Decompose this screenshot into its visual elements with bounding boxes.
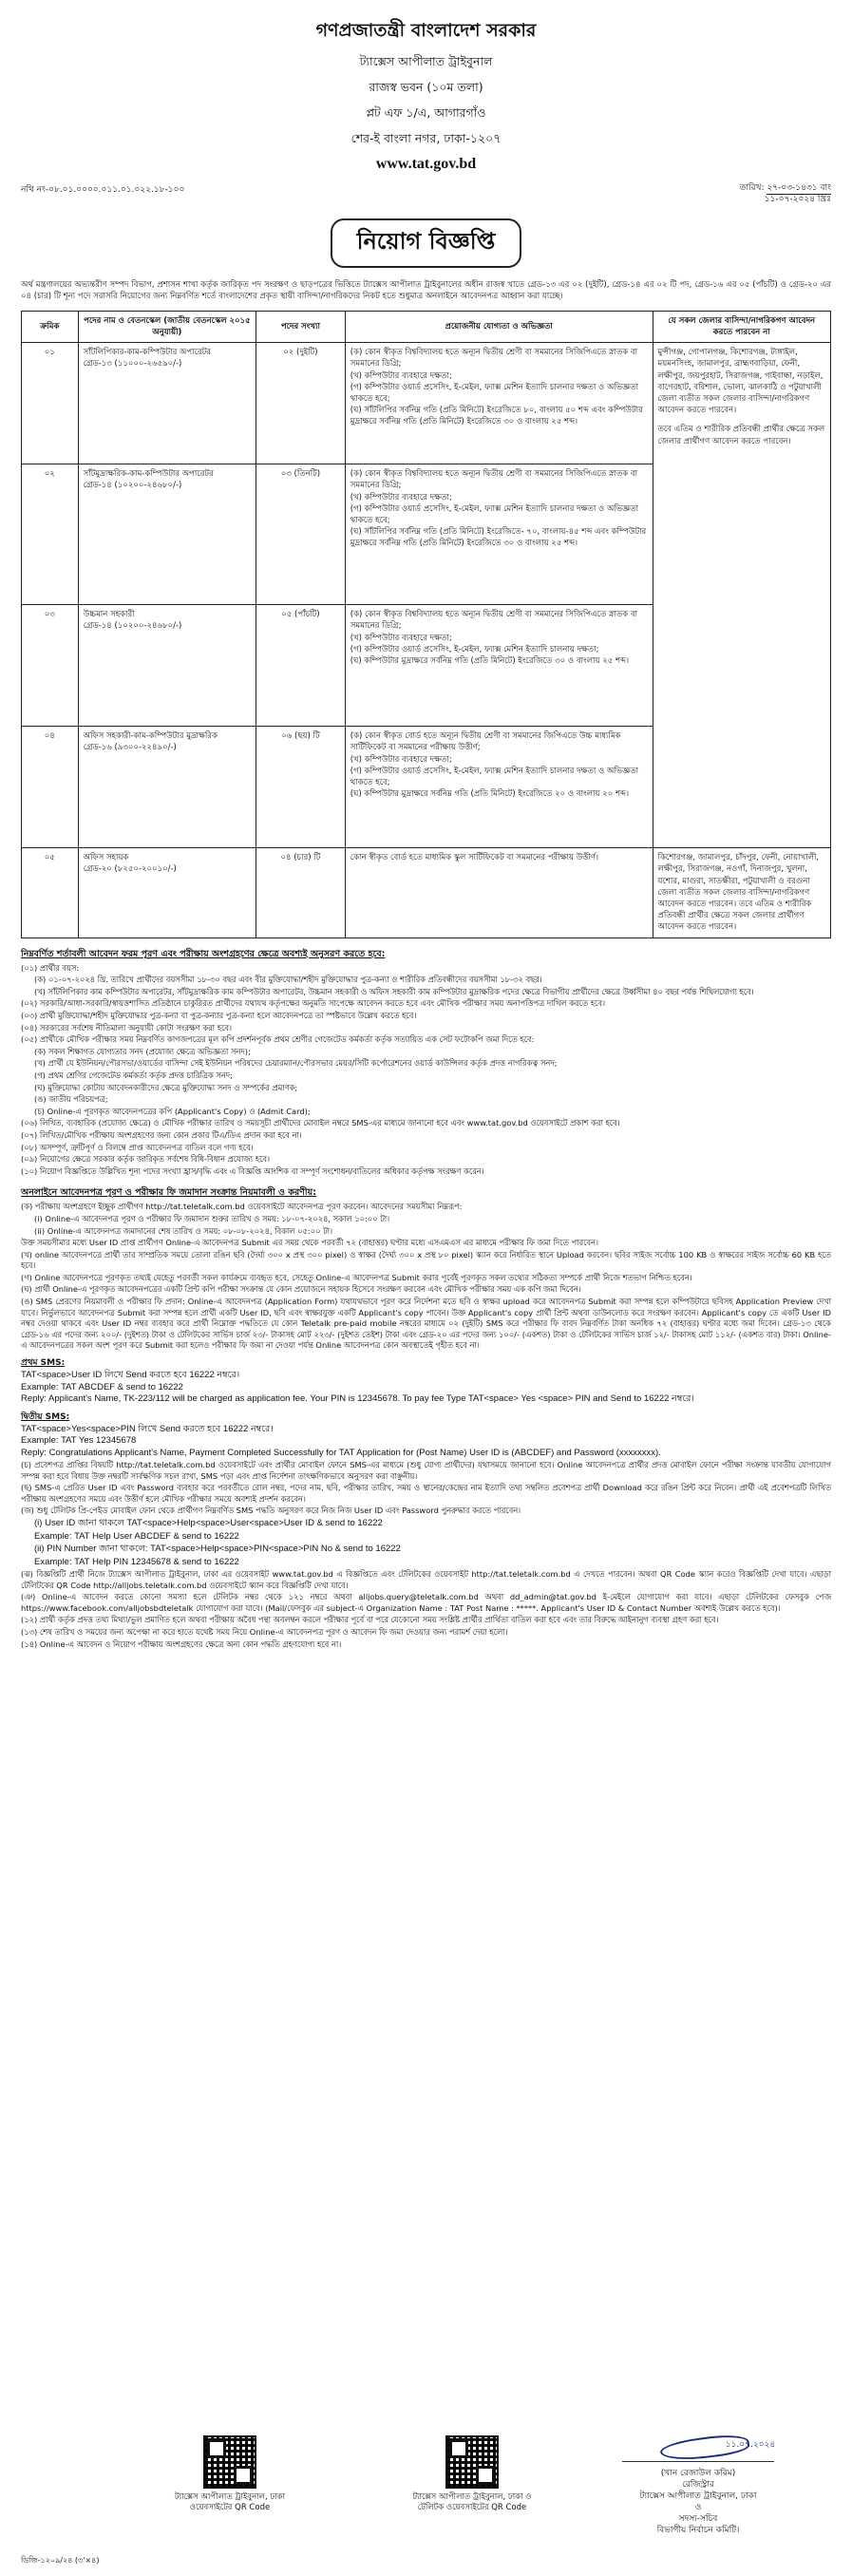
row-requirements [345, 848, 653, 938]
signer-role-2: সদস্য-সচিব [678, 2514, 718, 2524]
row-count: ০৩ (তিনটি) [256, 464, 346, 605]
qr1-label: ট্যাক্সেস আপীলাত ট্রাইবুনাল, ঢাকা [174, 2492, 286, 2502]
sms1-example: Example: TAT ABCDEF & send to 16222 [21, 1381, 183, 1392]
condition-item: (০৫) প্রার্থীকে মৌখিক পরীক্ষার সময় নিম্নবর্ণিত কাগজপত্রের মূল কপি প্রদর্শনপূর্বক প্রথম শ্রেণীর গেজেটেড কর্মকর্তা কর্তৃক সত্যায়িত এক সেট ফটোকপি জমা দিতে হবে: [21, 1034, 535, 1045]
row-requirements [345, 605, 653, 727]
requirement-item: কোন স্বীকৃত বোর্ড হতে মাধ্যমিক স্কুল সার্টিফিকেট বা সমমানের পরীক্ষায় উত্তীর্ণ। [350, 853, 598, 863]
condition-item: (০২) সরকারি/আধা-সরকারি/স্বায়ত্তশাসিত প্রতিষ্ঠানে চাকুরিরত প্রার্থীদের যথাযথ কর্তৃপক্ষের অনুমতি সাপেক্ষে আবেদন করতে হবে এবং মৌখিক পরীক্ষার সময় অনাপত্তিপত্র দাখিল করতে হবে। [21, 998, 605, 1009]
qr-code-icon[interactable] [203, 2435, 256, 2489]
row-post [78, 343, 256, 464]
after-sms-rules [21, 1460, 831, 1650]
row-requirements [345, 343, 653, 464]
post-name: অফিস সহকারী-কাম-কম্পিউটার মুদ্রাক্ষরিক [83, 731, 218, 742]
post-grade: গ্রেড-১৪ (১০২০০-২৪৬৮০/-) [83, 621, 182, 632]
condition-item: (১০) নিয়োগ বিজ্ঞপ্তিতে উল্লিখিত শূন্য পদের সংখ্যা হ্রাস/বৃদ্ধি এবং এ বিজ্ঞপ্তি আংশিক বা সম্পূর্ণ সংশোধন/বাতিলের অধিকার কর্তৃপক্ষ সংরক্ষণ করেন। [21, 1165, 484, 1176]
condition-item: (০৩) প্রার্থী মুক্তিযোদ্ধা/শহীদ মুক্তিযোদ্ধার পুত্র-কন্যা বা পুত্র-কন্যার পুত্র-কন্যা হলে আবেদনপত্রে তা স্পষ্টভাবে উল্লেখ করতে হবে। [21, 1011, 417, 1021]
post-grade: গ্রেড-১৬ (৯৩০০-২২৪৯০/-) [83, 743, 177, 753]
row-post [78, 605, 256, 727]
sms2-reply: Reply: Congratulations Applicant's Name, Payment Completed Successfully for TAT Application for (Post Name) User ID is (ABCDEF) and Password (xxxxxxxx). [21, 1447, 661, 1458]
header-serial: ক্রমিক [22, 311, 79, 342]
signer-title: রেজিস্ট্রার [682, 2480, 714, 2490]
requirement-item: (গ) কম্পিউটার ওয়ার্ড প্রসেসিং, ই-মেইল, ফ্যাক্স মেশিন ইত্যাদি চালনায় দক্ষতা; [350, 644, 599, 654]
letterhead [21, 17, 831, 173]
sms1-block [21, 1370, 831, 1406]
memo-dates [740, 182, 831, 205]
date-label: তারিখ: [739, 183, 765, 193]
online-item: উক্ত সময়সীমার মধ্যে User ID প্রাপ্ত প্রার্থীগণ Online-এ আবেদনপত্র Submit এর সময় থেকে পরবর্তী ৭২ (বাহাত্তর) ঘণ্টার মধ্যে এসএমএস এর মাধ্যমে পরীক্ষার ফি জমা দিতে পারবেন। [21, 1238, 598, 1248]
condition-item: (০৬) লিখিত, ব্যবহারিক (প্রযোজ্য ক্ষেত্রে) ও মৌখিক পরীক্ষার তারিখ ও সময়সূচী প্রার্থীদের মোবাইল নম্বরে SMS-এর মাধ্যমে জানানো হবে এবং www.tat.gov.bd ওয়েবসাইটে প্রকাশ করা হবে। [21, 1118, 620, 1128]
row-serial: ০৪ [22, 727, 79, 848]
requirement-item: (ক) কোন স্বীকৃত বোর্ড হতে অন্যূন দ্বিতীয় শ্রেণী বা সমমানের জিপিএতে উচ্চ মাধ্যমিক সার্টিফিকেট বা সমমানের পরীক্ষায় উত্তীর্ণ; [350, 731, 621, 753]
qr2-label: ট্যাক্সেস আপীলাত ট্রাইবুনাল, ঢাকা ও [412, 2492, 532, 2502]
districts-text: মুন্সীগঞ্জ, গোপালগঞ্জ, কিশোরগঞ্জ, টাঙ্গাইল, ময়মনসিংহ, জামালপুর, ব্রাহ্মণবাড়িয়া, ফেনী, লক্ষীপুর, জয়পুরহাট, সিরাজগঞ্জ, গাইবান্ধা, নড়াইল, বাগেরহাট, বরিশাল, ভোলা, ঝালকাঠি ও পটুয়াখালী জেলা ব্যতীত সকল জেলার বাসিন্দা/নাগরিকগণ আবেদন করতে পারবেন। [657, 348, 824, 416]
requirement-item: (ক) কোন স্বীকৃত বিশ্ববিদ্যালয় হতে অন্যূন দ্বিতীয় শ্রেণী বা সমমানের সিজিপিএতে স্নাতক বা সমমানের ডিগ্রি; [350, 610, 638, 632]
notice-title [21, 218, 831, 268]
rule-item: Example: TAT Help PIN 12345678 & send to 16222 [34, 1556, 239, 1567]
sms2-label: দ্বিতীয় SMS: [21, 1411, 70, 1422]
date-bangla: ২৭-০৩-১৪৩১ বাং [767, 183, 831, 193]
rule-item: (১৪) Online-এ আবেদন ও নিয়োগ পরীক্ষায় অংশগ্রহণের ক্ষেত্রে অন্য কোন পদ্ধতি গ্রহণযোগ্য হবে না। [21, 1638, 342, 1649]
sms1-instruction: TAT<space>User ID লিখে Send করতে হবে 16222 নম্বরে। [21, 1370, 240, 1381]
post-grade: গ্রেড-২০ (৮২৫০-২০০১০/-) [83, 864, 177, 875]
area-address: শের-ই বাংলা নগর, ঢাকা-১২০৭ [350, 131, 502, 145]
requirement-item: (ঘ) কম্পিউটার মুদ্রাক্ষরে সর্বনিম্ন গতি (প্রতি মিনিটে) ইংরেজিতে ২০ ও বাংলায় ২০ শব্দ। [350, 789, 629, 800]
post-name: উচ্চমান সহকারী [83, 610, 135, 620]
condition-item: (০৮) অসম্পূর্ণ, ত্রুটিপূর্ণ ও বিলম্বে প্রাপ্ত আবেদনপত্র বাতিল বলে গণ্য হবে। [21, 1142, 254, 1152]
condition-item: (গ) প্রথম শ্রেণির গেজেটেড কর্মকর্তা কর্তৃক প্রদত্ত চারিত্রিক সনদ; [34, 1070, 233, 1080]
requirement-item: (ঘ) কম্পিউটার মুদ্রাক্ষরে সর্বনিম্ন গতি (প্রতি মিনিটে) ইংরেজিতে ৩০ ও বাংলায় ২৫ শব্দ। [350, 656, 629, 667]
signer-name: (খান রেজাউল করিম) [660, 2469, 736, 2478]
sms2-instruction: TAT<space>Yes<space>PIN লিখে Send করতে হবে 16222 নম্বরে। [21, 1423, 274, 1434]
condition-item: (খ) সাঁটলিপিকার কাম কম্পিউটার অপারেটর, সাঁটমুদ্রাক্ষরিক কাম কম্পিউটার অপারেটর, উচ্চমান সহকারী ও অফিস সহকারী কাম কম্পিউটার মুদ্রাক্ষরিক পদের ক্ষেত্রে বিভাগীয় প্রার্থীদের ক্ষেত্রে উর্ধ্বসীমা ৪০ বছর পর্যন্ত শিথিলযোগ্য হবে। [34, 986, 754, 996]
signature-date: ১১.০৭.২০২৪ [725, 2440, 776, 2450]
building-name: রাজস্ব ভবন (১০ম তলা) [369, 80, 483, 94]
requirement-item: (ক) কোন স্বীকৃত বিশ্ববিদ্যালয় হতে অন্যূন দ্বিতীয় শ্রেণী বা সমমানের সিজিপিএতে স্নাতক বা সমমানের ডিগ্রি; [350, 348, 638, 369]
rule-item: (i) User ID জানা থাকলে TAT<space>Help<space>User<space>User ID & send to 16222 [34, 1518, 383, 1529]
condition-item: (০৪) সরকারের সর্বশেষ নীতিমালা অনুযায়ী কোটা সংরক্ষণ করা হবে। [21, 1022, 233, 1032]
office-name: ট্যাক্সেস আপীলাত ট্রাইবুনাল [359, 54, 493, 68]
requirement-item: (ঘ) সাঁটলিপির সর্বনিম্ন গতি (প্রতি মিনিটে) ইংরেজিতে ৮০, বাংলায় ৫০ শব্দ এবং কম্পিউটার মুদ্রাক্ষরে সর্বনিম্ন গতি (প্রতি মিনিটে) ইংরেজিতে ৩০ ও বাংলায় ২৫ শব্দ। [350, 406, 643, 427]
rule-item: (ii) PIN Number জানা থাকলে: TAT<space>Help<space>PIN<space>PIN No & send to 16222 [34, 1544, 401, 1555]
conditions-title: নিম্নবর্ণিত শর্তাবলী আবেদন ফরম পূরণ এবং পরীক্ষায় অংশগ্রহণের ক্ষেত্রে অবশ্যই অনুসরণ করতে হবে: [21, 948, 386, 959]
online-item: (গ) Online আবেদনপত্রে পূরণকৃত তথ্যই যেহেতু পরবর্তী সকল কার্যক্রমে ব্যবহৃত হবে, সেহেতু Online-এ আবেদনপত্র Submit করার পূর্বেই পূরণকৃত সকল তথ্যের সঠিকতা সম্পর্কে প্রার্থী নিজে শতভাগ নিশ্চিত হবেন। [21, 1272, 692, 1282]
table-row [22, 343, 831, 464]
header-count: পদের সংখ্যা [256, 311, 346, 342]
condition-item: (০১) প্রার্থীর বয়স: [21, 962, 80, 973]
row-serial: ০২ [22, 464, 79, 605]
requirement-item: (খ) কম্পিউটার ব্যবহারে দক্ষতা; [350, 633, 452, 643]
condition-item: (০৭) লিখিত/মৌখিক পরীক্ষায় অংশগ্রহণের জন্য কোন প্রকার টিএ/ডিএ প্রদান করা হবে না। [21, 1129, 302, 1140]
online-item: (ঘ) প্রার্থী Online-এ পূরণকৃত আবেদনপত্রের একটি প্রিন্ট কপি পরীক্ষা সংক্রান্ত যে কোন প্রয়োজনে সহায়ক হিসেবে সংরক্ষণ করবেন এবং মৌখিক পরীক্ষার সময় এক কপি জমা দিবেন। [21, 1284, 581, 1295]
condition-item: (খ) প্রার্থী যে ইউনিয়ন/পৌরসভা/ওয়ার্ডের বাসিন্দা সেই ইউনিয়ন পরিষদের চেয়ারম্যান/পৌরসভার মেয়র/সিটি কর্পোরেশনের ওয়ার্ড কাউন্সিলর কর্তৃক প্রদত্ত নাগরিকত্ব সনদ; [34, 1058, 558, 1069]
rule-item: (১২) প্রার্থী কর্তৃক প্রদত্ত তথ্য মিথ্যা/ভুল প্রমাণিত হলে অথবা পরীক্ষায় অবৈধ পন্থা অবলম্বন করলে পরীক্ষার পূর্বে বা পরে যেকোনো সময় সংশ্লিষ্ট প্রার্থীর প্রার্থিতা বাতিল করা হবে এবং তার বিরুদ্ধে আইনানুগ ব্যবস্থা গ্রহণ করা হবে। [21, 1615, 719, 1625]
row-count: ০৫ (পাঁচটি) [256, 605, 346, 727]
post-grade: গ্রেড-১৩ (১১০০০-২৬৫৯০/-) [83, 359, 182, 369]
tat-qr-block [154, 2435, 306, 2513]
row-requirements [345, 464, 653, 605]
header-post: পদের নাম ও বেতনস্কেল (জাতীয় বেতনস্কেল ২০১৫ অনুযায়ী) [78, 311, 256, 342]
signer-office: ট্যাক্সেস আপীলাত ট্রাইবুনাল, ঢাকা [639, 2491, 757, 2501]
requirement-item: (খ) কম্পিউটার ব্যবহারে দক্ষতা; [350, 754, 452, 765]
plot-address: প্লট এফ ১/এ, আগারগাঁও [366, 105, 486, 120]
row-count: ০৪ (চার) টি [256, 848, 346, 938]
signature-block [603, 2430, 793, 2536]
table-header-row [22, 311, 831, 342]
condition-item: (চ) Online-এ পূরণকৃত আবেদনপত্রের কপি (Applicant's Copy) ও (Admit Card); [34, 1106, 311, 1116]
qr-code-icon[interactable] [445, 2435, 499, 2489]
rule-item: (ছ) SMS-এ প্রেরিত User ID এবং Password ব্যবহার করে পরবর্তীতে রোল নম্বর, পদের নাম, ছবি, পরীক্ষার তারিখ, সময় ও স্থানের/কেন্দ্রের নাম ইত্যাদি তথ্য সম্বলিত প্রবেশপত্র প্রার্থী Download করে রঙিন প্রিন্ট করে নিবেন। প্রার্থী এই প্রবেশপত্রটি লিখিত পরীক্ষায় অংশগ্রহণের সময়ে এবং উত্তীর্ণ হলে মৌখিক পরীক্ষার সময়ে অবশ্যই প্রদর্শন করবেন। [21, 1483, 831, 1504]
printer-code: ডিজি-১২০৯/২৪ (৩'×৪) [21, 2556, 100, 2565]
condition-item: (ক) সকল শিক্ষাগত যোগ্যতার সনদ (প্রযোজ্য ক্ষেত্রে অভিজ্ঞতা সনদ); [34, 1046, 251, 1056]
header-districts: যে সকল জেলার বাসিন্দা/নাগরিকগণ আবেদন করতে পারবেন না [653, 311, 830, 342]
notice-title-text: নিয়োগ বিজ্ঞপ্তি [331, 218, 522, 268]
districts-text: কিশোরগঞ্জ, জামালপুর, চাঁদপুর, ফেনী, নোয়াখালী, লক্ষীপুর, সিরাজগঞ্জ, নওগাঁ, দিনাজপুর, খুলনা, যশোর, মাগুরা, সাতক্ষীরা, পটুয়াখালী ও বরগুনা জেলা ব্যতীত সকল জেলার বাসিন্দা/নাগরিকগণ আবেদন করতে পারবেন। তবে এতিম ও শারীরিক প্রতিবন্ধী প্রার্থীর ক্ষেত্রে সকল জেলার প্রার্থীগণ আবেদন করতে পারবেন। [657, 853, 820, 933]
row-count: ০৬ (ছয়) টি [256, 727, 346, 848]
online-title: অনলাইনে আবেদনপত্র পূরণ ও পরীক্ষার ফি জমাদান সংক্রান্ত নিয়মাবলী ও করণীয়: [21, 1187, 317, 1199]
conditions-list [21, 963, 831, 1178]
row-districts [653, 848, 830, 938]
row-serial: ০৩ [22, 605, 79, 727]
table-row [22, 848, 831, 938]
teletalk-qr-block [391, 2435, 553, 2513]
rule-item: (চ) প্রবেশপত্র প্রাপ্তির বিষয়টি http://tat.teletalk.com.bd ওয়েবসাইটে এবং প্রার্থীর মোবাইল ফোনে SMS-এর মাধ্যমে (শুধু যোগ্য প্রার্থীদের) যথাসময়ে জানানো হবে। Online আবেদনপত্রে প্রার্থীর প্রদত্ত মোবাইল ফোনে পরীক্ষা সংক্রান্ত যাবতীয় যোগাযোগ সম্পন্ন করা হবে বিধায় উক্ত নম্বরটি সার্বক্ষণিক সচল রাখা, SMS পড়া এবং প্রাপ্ত নির্দেশনা তাৎক্ষণিকভাবে অনুসরণ করা বাঞ্ছনীয়। [21, 1460, 831, 1481]
post-name: অফিস সহায়ক [83, 853, 129, 863]
row-post [78, 727, 256, 848]
row-serial: ০১ [22, 343, 79, 464]
post-name: সাঁটলিপিকার-কাম-কম্পিউটার অপারেটর [83, 348, 211, 358]
website-link[interactable]: www.tat.gov.bd [375, 156, 477, 172]
rule-item: Example: TAT Help User ABCDEF & send to 16222 [34, 1530, 239, 1542]
requirement-item: (গ) কম্পিউটার ওয়ার্ড প্রসেসিং, ই-মেইল, ফ্যাক্স মেশিন ইত্যাদি চালনার দক্ষতা ও অভিজ্ঞতা থাকতে হবে; [350, 503, 639, 526]
sms2-example: Example: TAT Yes 12345678 [21, 1435, 137, 1447]
qr2-label-2: টেলিটক ওয়েবসাইটের QR Code [417, 2503, 527, 2512]
online-item: (ii) Online-এ আবেদনপত্র জমাদানের শেষ তারিখ ও সময়: ০৮-০৮-২০২৪, বিকাল ০৫:০০ টা। [34, 1225, 333, 1236]
requirement-item: (ক) কোন স্বীকৃত বিশ্ববিদ্যালয় হতে অন্যূন দ্বিতীয় শ্রেণী বা সমমানের সিজিপিএতে স্নাতক বা সমমানের ডিগ্রি; [350, 469, 638, 491]
signature-icon [622, 2430, 774, 2462]
condition-item: (ঙ) জাতীয় পরিচয়পত্র; [34, 1094, 108, 1105]
row-count: ০২ (দুইটি) [256, 343, 346, 464]
rule-item: (জ) শুধু টেলিটক প্রি-পেইড মোবাইল ফোন থেকে প্রার্থীগণ নিম্নবর্ণিত SMS পদ্ধতি অনুসরণ করে নিজ নিজ User ID এবং Password পুনরুদ্ধার করতে পারবেন। [21, 1506, 521, 1516]
rule-item: (ঝ) বিজ্ঞপ্তিটি প্রার্থী নিজে ট্যাক্সেস আপীলাত ট্রাইবুনাল, ঢাকা এর ওয়েবসাইট www.tat.gov.bd এ বিজ্ঞপ্তিতে এবং টেলিটকের ওয়েবসাইট http://tat.teletalk.com.bd এ দেখতে পারবেন। অথবা QR Code স্ক্যান করেও বিজ্ঞপ্তিটি দেখা যাবে। এছাড়া টেলিটকের QR Code http://alljobs.teletalk.com.bd ওয়েবসাইটে স্ক্যান করে বিজ্ঞপ্তিটি দেখা যাবে। [21, 1569, 831, 1590]
requirement-item: (ঘ) সাঁটলিপির সর্বনিম্ন গতি (প্রতি মিনিটে) ইংরেজিতে- ৭০, বাংলায়-৪৫ শব্দ এবং কম্পিউটার মুদ্রাক্ষরে সর্বনিম্ন গতি (প্রতি মিনিটে) ইংরেজিতে ৩০ ও বাংলায় ২৫ শব্দ। [350, 527, 647, 549]
row-districts [653, 343, 830, 848]
footer [21, 2428, 831, 2561]
intro-paragraph: অর্থ মন্ত্রণালয়ের অভ্যন্তরীণ সম্পদ বিভাগ, প্রশাসন শাখা কর্তৃক জারিকৃত পদ সংরক্ষণ ও ছাড়পত্রের ভিত্তিতে ট্যাক্সেস আপীলাত ট্রাইবুনালের অধীন রাজস্ব খাতে গ্রেড-১৩ এর ০২ (দুইটি), গ্রেড-১৪ এর ০২ টি পদ, গ্রেড-১৬ এর ০৫ (পাঁচটি) ও গ্রেড-২০ এর ০৪ (চার) টি শূন্য পদে সরাসরি নিয়োগের জন্য নিম্নবর্ণিত শর্তে বাংলাদেশের প্রকৃত স্থায়ী বাসিন্দা/নাগরিকদের নিকট হতে শুধুমাত্র অনলাইনে আবেদনপত্র আহ্বান করা যাচ্ছে। [21, 280, 831, 302]
requirement-item: (খ) কম্পিউটার ব্যবহারে দক্ষতা; [350, 492, 452, 502]
government-name: গণপ্রজাতন্ত্রী বাংলাদেশ সরকার [315, 20, 537, 41]
date-english: ১১-০৭-২০২৪ খ্রিঃ [764, 195, 831, 204]
header-requirements: প্রয়োজনীয় যোগ্যতা ও অভিজ্ঞতা [345, 311, 653, 342]
online-rules [21, 1202, 831, 1352]
online-item: (ঙ) SMS প্রেরণের নিয়মাবলী ও পরীক্ষার ফি প্রদান: Online-এ আবেদনপত্র (Application Form) যথাযথভাবে পূরণ করে নির্দেশনা মতে ছবি ও স্বাক্ষর upload করে আবেদনপত্র Submit করা সম্পন্ন হলে কম্পিউটারে ছবিসহ Application Preview দেখা যাবে। নির্ভুলভাবে আবেদনপত্র Submit করা সম্পন্ন হলে প্রার্থী একটি User ID, ছবি এবং স্বাক্ষরযুক্ত একটি Applicant's copy পাবেন। উক্ত Applicant's copy প্রার্থী প্রিন্ট অথবা ডাউনলোড করে সংরক্ষণ করবেন। Applicant's copy তে একটি User ID নম্বর দেওয়া থাকবে এবং User ID নম্বর ব্যবহার করে প্রার্থী নিম্নোক্ত পদ্ধতিতে যে কোন Teletalk pre-paid mobile নম্বরের মাধ্যমে ০২ (দুইটি) SMS করে পরীক্ষার ফি বাবদ নিম্নবর্ণিত টাকা অনধিক ৭২ (বাহাত্তর) ঘণ্টার মধ্যে জমা দিবেন। গ্রেড-১৩ থেকে গ্রেড-১৬ এর পদের জন্য ২০০/- (দুইশত) টাকা ও টেলিটকের সার্ভিস চার্জ ২৩/- টাকাসহ মোট ২২৩/- (দুইশত তেইশ) টাকা এবং গ্রেড-২০ এর পদের জন্য ১০০/- (একশত) টাকা ও টেলিটকের সার্ভিস চার্জ ১২/- টাকাসহ মোট ১১২/- (একশত বার) টাকা। Online-এ আবেদনপত্রের সকল অংশ পূরণ করে Submit করা হলেও পরীক্ষার ফি জমা না দেওয়া পর্যন্ত Online আবেদনপত্র কোন অবস্থাতেই গৃহীত হবে না। [21, 1297, 831, 1351]
post-name: সাঁটমুদ্রাক্ষরিক-কাম-কম্পিউটার অপারেটর [83, 469, 214, 480]
signer-role-1: ও [694, 2503, 702, 2512]
posts-table [21, 311, 831, 938]
online-item: (খ) online আবেদনপত্রে প্রার্থী তার সাম্প্রতিক সময়ে তোলা রঙিন ছবি (দৈর্ঘ্য ৩০০ x প্রস্থ ৩০০ pixel) ও স্বাক্ষর (দৈর্ঘ্য ৩০০ x প্রস্থ ৮০ pixel) স্ক্যান করে নির্ধারিত স্থানে Upload করবেন। ছবির সাইজ সর্বোচ্চ 100 KB ও স্বাক্ষরের সাইজ সর্বোচ্চ 60 KB হতে হবে। [21, 1249, 831, 1271]
rule-item: (ঞ) Online-এ আবেদন করতে কোনো সমস্যা হলে টেলিটক নম্বর থেকে ১২১ নম্বরে অথবা alljobs.query@teletalk.com.bd অথবা dd_admin@tat.gov.bd ই-মেইলে যোগাযোগ করা যাবে। এছাড়া টেলিটকের ফেসবুক পেজ https://www.facebook.com/alljobsbdteletalk যোগাযোগ করা যাবে। (Mail/ফেসবুক এর subject-এ Organization Name : TAT Post Name : *****. Applicant's User ID & Contact Number অবশ্যই উল্লেখ করতে হবে)। [21, 1592, 831, 1613]
signer-role-3: বিভাগীয় নির্বাচন কমিটি। [656, 2526, 740, 2535]
reference-row [21, 182, 831, 205]
memo-number: নথি নং-০৮.০১.০০০০.০১১.০১.০২২.১৮-১০০ [21, 185, 185, 195]
sms1-reply: Reply: Applicant's Name, TK-223/112 will be charged as application fee. Your PIN is 12345678. To pay fee Type TAT<space> Yes <space> PIN and Send to 16222 নম্বরে। [21, 1393, 694, 1405]
requirement-item: (গ) কম্পিউটার ওয়ার্ড প্রসেসিং, ই-মেইল, ফ্যাক্স মেশিন ইত্যাদি চালনার দক্ষতা ও অভিজ্ঞতা থাকতে হবে; [350, 382, 639, 405]
online-item: (i) Online-এ আবেদনপত্র পূরণ ও পরীক্ষার ফি জমাদান শুরুর তারিখ ও সময়: ১৮-০৭-২০২৪, সকাল ১০:০০ টা। [34, 1213, 390, 1223]
condition-item: (ক) ০১-০৭-২০২৪ খ্রি. তারিখে প্রার্থীদের বয়সসীমা ১৮-৩০ বছর এবং বীর মুক্তিযোদ্ধা/শহীদ মুক্তিযোদ্ধার পুত্র-কন্যা ও শারীরিক প্রতিবন্ধীদের বয়সসীমা ১৮-৩২ বছর। [34, 975, 542, 985]
row-post [78, 848, 256, 938]
post-grade: গ্রেড-১৪ (১০২০০-২৪৬৮০/-) [83, 481, 182, 491]
row-serial: ০৫ [22, 848, 79, 938]
condition-item: (ঘ) মুক্তিযোদ্ধা কোটায় আবেদনকারীদের ক্ষেত্রে মুক্তিযোদ্ধা সনদ ও সম্পর্কের প্রমাণক; [34, 1082, 298, 1092]
qr1-label-2: ওয়েবসাইটের QR Code [189, 2503, 271, 2512]
sms1-label: প্রথম SMS: [21, 1358, 66, 1369]
rule-item: (১৩) শেষ তারিখ ও সময়ের জন্য অপেক্ষা না করে হাতে যথেষ্ট সময় নিয়ে Online-এ আবেদনপত্র পূরণ ও আবেদন ফি জমা দেওয়ার জন্য পরামর্শ দেয়া হলো। [21, 1626, 508, 1637]
requirement-item: (গ) কম্পিউটার ওয়ার্ড প্রসেসিং, ই-মেইল, ফ্যাক্স মেশিন ইত্যাদি চালনার দক্ষতা ও অভিজ্ঞতা থাকতে হবে; [350, 766, 639, 788]
condition-item: (০৯) নিয়োগের ক্ষেত্রে সরকার কর্তৃক জারিকৃত সর্বশেষ বিধি-বিধান প্রযোজ্য হবে। [21, 1154, 270, 1165]
row-post [78, 464, 256, 605]
districts-exception: তবে এতিম ও শারীরিক প্রতিবন্ধী প্রার্থীর ক্ষেত্রে সকল জেলার প্রার্থীগণ আবেদন করতে পারবেন। [657, 425, 825, 446]
row-requirements [345, 727, 653, 848]
online-item: (ক) পরীক্ষায় অংশগ্রহণে ইচ্ছুক প্রার্থীগণ http://tat.teletalk.com.bd ওয়েবসাইটে আবেদনপত্র পূরণ করবেন। আবেদনের সময়সীমা নিম্নরূপ: [21, 1202, 463, 1212]
sms2-block [21, 1424, 831, 1460]
requirement-item: (খ) কম্পিউটার ব্যবহারে দক্ষতা; [350, 370, 452, 381]
